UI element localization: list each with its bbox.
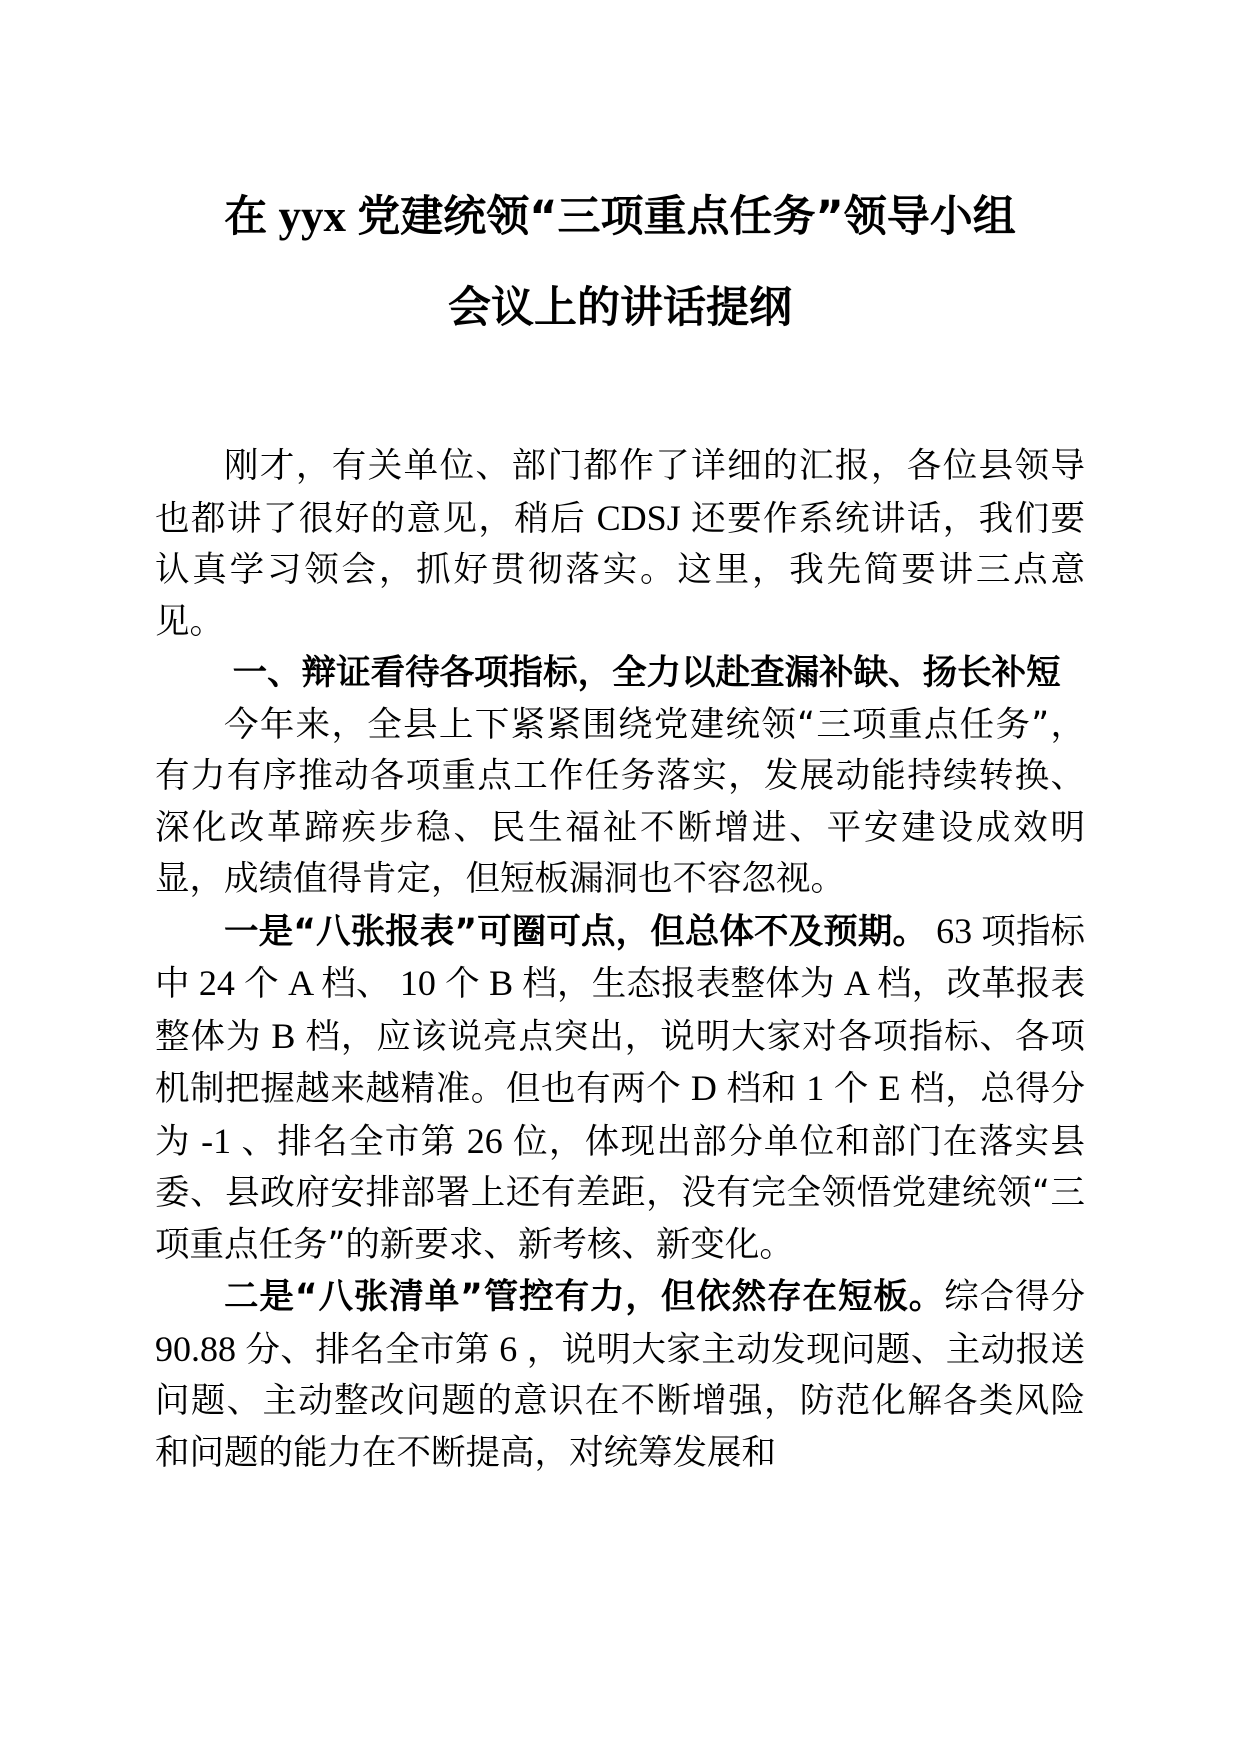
latin-run: CDSJ [586,497,692,538]
latin-run: B [479,963,523,1003]
paragraph-intro: 刚才，有关单位、部门都作了详细的汇报，各位县领导也都讲了很好的意见，稍后 CDSJ 还要作系统讲话，我们要认真学习领会，抓好贯彻落实。这里，我先简要讲三点意见。 [155,446,1086,642]
paragraph-lead: 一是“八张报表”可圈可点，但总体不及预期。 [224,911,928,952]
paragraph-point-2 [155,1271,1085,1479]
paragraph-overview: 今年来，全县上下紧紧围绕党建统领“三项重点任务”，有力有序推动各项重点工作任务落实，发展动能持续转换、深化改革蹄疾步稳、民生福祉不断增进、平安建设成效明显，成绩值得肯定，但短板漏洞也不容忽视。 [155,704,1085,899]
latin-run: E [869,1068,911,1108]
document-body [155,441,1085,1479]
latin-run: 63 [927,910,982,951]
latin-run: A [278,963,322,1003]
latin-run: 26 [456,1120,514,1161]
latin-run: -1 [190,1120,242,1161]
latin-run: 1 [796,1068,834,1108]
document-title-line-1 [0,186,1240,247]
paragraph-text: 综合得分 90.88 分、排名全市第 6 ，说明大家主动发现问题、主动报送问题、主动整改问题的意识在不断增强，防范化解各类风险和问题的能力在不断提高，对统筹发展和 [155,1277,1086,1473]
latin-run: 10 [390,963,446,1003]
latin-run: A [834,963,878,1003]
latin-run: D [681,1068,727,1108]
latin-run: 24 [189,963,245,1003]
document-title-line-2: 会议上的讲话提纲 [448,283,792,333]
paragraph-text: 63 项指标中 24 个 A 档、 10 个 B 档，生态报表整体为 A 档，改革报表整体为 B 档，应该说亮点突出，说明大家对各项指标、各项机制把握越来越精准。但也有两个 D 档和 1 个 E 档，总得分为 -1 、排名全市第 26 位，体现出部分单位和部门在落实县委、县政府安排部署上还有差距，没有完全领悟党建统领“三项重点任务”的新要求、新考核、新变化。 [155,910,1086,1265]
paragraph-point-1 [155,906,1085,1272]
title-part: 党建统领“三项重点任务”领导小组 [357,192,1016,242]
paragraph-lead: 二是“八张清单”管控有力，但依然存在短板。 [224,1277,945,1317]
title-part: yyx [267,191,358,241]
latin-run: 6 [489,1328,527,1369]
title-part: 在 [224,192,268,242]
section-heading-1: 一、辩证看待各项指标，全力以赴查漏补缺、扬长补短 [232,653,1061,693]
latin-run: B [261,1015,306,1056]
latin-run: 90.88 [155,1328,246,1369]
